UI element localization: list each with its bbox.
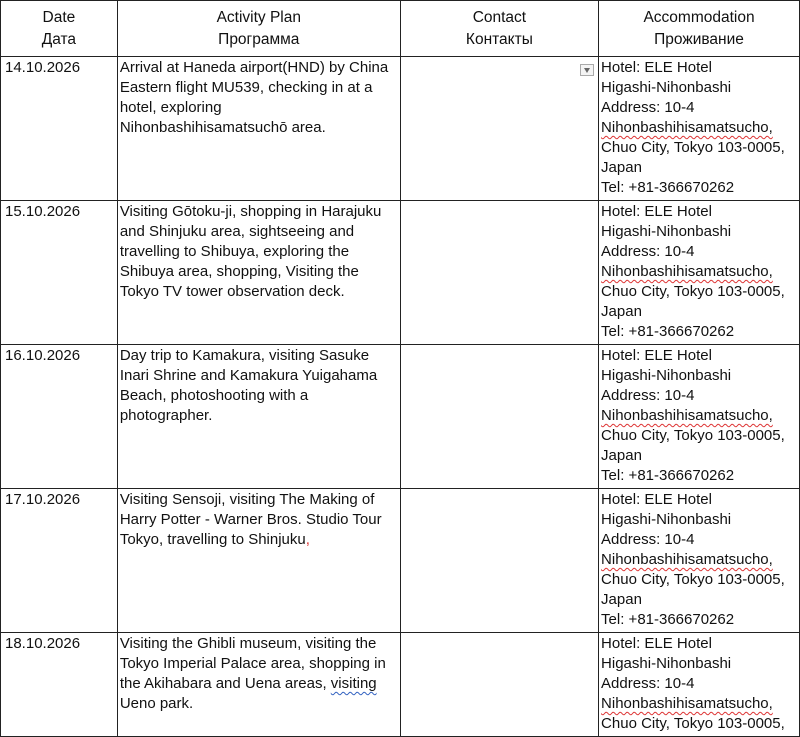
hotel-line: Nihonbashihisamatsucho, (601, 119, 773, 136)
hotel-line: Chuo City, Tokyo 103-0005, (601, 715, 785, 732)
hotel-line: Chuo City, Tokyo 103-0005, (601, 139, 785, 156)
accommodation-cell[interactable] (599, 57, 800, 201)
activity-line: Eastern flight MU539, checking in at a (119, 79, 373, 96)
hotel-line: Hotel: ELE Hotel (601, 347, 712, 364)
hotel-line: Tel: +81-366670262 (601, 611, 735, 628)
activity-cell[interactable] (117, 201, 400, 345)
dropdown-arrow-icon[interactable] (580, 64, 594, 76)
activity-line: Beach, photoshooting with a (119, 387, 309, 404)
hotel-line: Higashi-Nihonbashi (601, 79, 732, 96)
activity-line (120, 530, 398, 550)
activity-line: Harry Potter - Warner Bros. Studio Tour (119, 511, 382, 528)
hotel-line: Japan (601, 591, 642, 608)
hotel-line: Tel: +81-366670262 (601, 179, 735, 196)
hotel-line: Chuo City, Tokyo 103-0005, (601, 427, 785, 444)
hotel-line: Address: 10-4 (601, 531, 695, 548)
header-activity (117, 1, 400, 57)
activity-line: Ueno park. (119, 695, 194, 712)
activity-line: Tokyo Imperial Palace area, shopping in (119, 655, 386, 672)
hotel-line: Hotel: ELE Hotel (601, 59, 712, 76)
hotel-line: Japan (601, 303, 642, 320)
activity-cell[interactable] (117, 633, 400, 737)
hotel-line: Japan (601, 159, 642, 176)
activity-line: and Shinjuku area, sightseeing and (119, 223, 355, 240)
hotel-line: Nihonbashihisamatsucho, (601, 263, 773, 280)
contact-cell[interactable] (400, 489, 598, 633)
hotel-line: Address: 10-4 (601, 99, 695, 116)
header-contact-ru: Контакты (465, 31, 533, 48)
activity-line: Nihonbashihisamatsuchō area. (119, 119, 326, 136)
activity-line: Shibuya area, shopping, Visiting the (119, 263, 359, 280)
activity-line: Inari Shrine and Kamakura Yuigahama (119, 367, 378, 384)
activity-cell[interactable] (117, 345, 400, 489)
hotel-line: Tel: +81-366670262 (601, 467, 735, 484)
activity-cell[interactable] (117, 489, 400, 633)
activity-line: travelling to Shibuya, exploring the (119, 243, 350, 260)
activity-line (120, 674, 398, 694)
contact-cell[interactable] (400, 57, 598, 201)
contact-cell[interactable] (400, 633, 598, 737)
header-contact (400, 1, 598, 57)
header-date-en: Date (42, 9, 76, 26)
hotel-line: Nihonbashihisamatsucho, (601, 695, 773, 712)
activity-line: Visiting Gōtoku-ji, shopping in Harajuku (119, 203, 382, 220)
date-cell[interactable]: 14.10.2026 (1, 57, 118, 201)
header-contact-en: Contact (472, 9, 527, 26)
activity-line: hotel, exploring (119, 99, 222, 116)
activity-text: Tokyo, travelling to Shinjuku (119, 531, 306, 548)
accommodation-cell[interactable] (599, 489, 800, 633)
activity-line: Day trip to Kamakura, visiting Sasuke (119, 347, 370, 364)
hotel-line: Hotel: ELE Hotel (601, 203, 712, 220)
table-row (1, 57, 800, 201)
date-cell[interactable]: 16.10.2026 (1, 345, 118, 489)
activity-line: photographer. (119, 407, 213, 424)
hotel-line: Nihonbashihisamatsucho, (601, 407, 773, 424)
date-cell[interactable]: 18.10.2026 (1, 633, 118, 737)
header-accommodation-ru: Проживание (654, 31, 744, 48)
hotel-line: Chuo City, Tokyo 103-0005, (601, 283, 785, 300)
activity-line: Tokyo TV tower observation deck. (119, 283, 345, 300)
hotel-line: Hotel: ELE Hotel (601, 491, 712, 508)
contact-cell[interactable] (400, 345, 598, 489)
accommodation-cell[interactable] (599, 633, 800, 737)
trailing-comma: , (305, 531, 310, 548)
header-date (1, 1, 118, 57)
header-activity-en: Activity Plan (216, 9, 301, 26)
hotel-line: Higashi-Nihonbashi (601, 655, 732, 672)
hotel-line: Higashi-Nihonbashi (601, 511, 732, 528)
date-cell[interactable]: 15.10.2026 (1, 201, 118, 345)
activity-line: Visiting Sensoji, visiting The Making of (119, 491, 375, 508)
date-cell[interactable]: 17.10.2026 (1, 489, 118, 633)
table-row (1, 489, 800, 633)
accommodation-cell[interactable] (599, 345, 800, 489)
hotel-line: Nihonbashihisamatsucho, (601, 551, 773, 568)
header-accommodation (599, 1, 800, 57)
hotel-line: Chuo City, Tokyo 103-0005, (601, 571, 785, 588)
table-row (1, 345, 800, 489)
activity-text: the Akihabara and Uena areas, (119, 675, 331, 692)
hotel-line: Higashi-Nihonbashi (601, 367, 732, 384)
table-row (1, 201, 800, 345)
header-row (1, 1, 800, 57)
hotel-line: Higashi-Nihonbashi (601, 223, 732, 240)
table-row (1, 633, 800, 737)
hotel-line: Japan (601, 447, 642, 464)
header-accommodation-en: Accommodation (643, 9, 755, 26)
contact-cell[interactable] (400, 201, 598, 345)
hotel-line: Address: 10-4 (601, 243, 695, 260)
visiting-word: visiting (330, 675, 377, 692)
header-activity-ru: Программа (218, 31, 300, 48)
hotel-line: Address: 10-4 (601, 387, 695, 404)
hotel-line: Address: 10-4 (601, 675, 695, 692)
hotel-line: Hotel: ELE Hotel (601, 635, 712, 652)
activity-line: Arrival at Haneda airport(HND) by China (119, 59, 389, 76)
hotel-line: Tel: +81-366670262 (601, 323, 735, 340)
activity-cell[interactable] (117, 57, 400, 201)
accommodation-cell[interactable] (599, 201, 800, 345)
activity-line: Visiting the Ghibli museum, visiting the (119, 635, 377, 652)
header-date-ru: Дата (41, 31, 77, 48)
